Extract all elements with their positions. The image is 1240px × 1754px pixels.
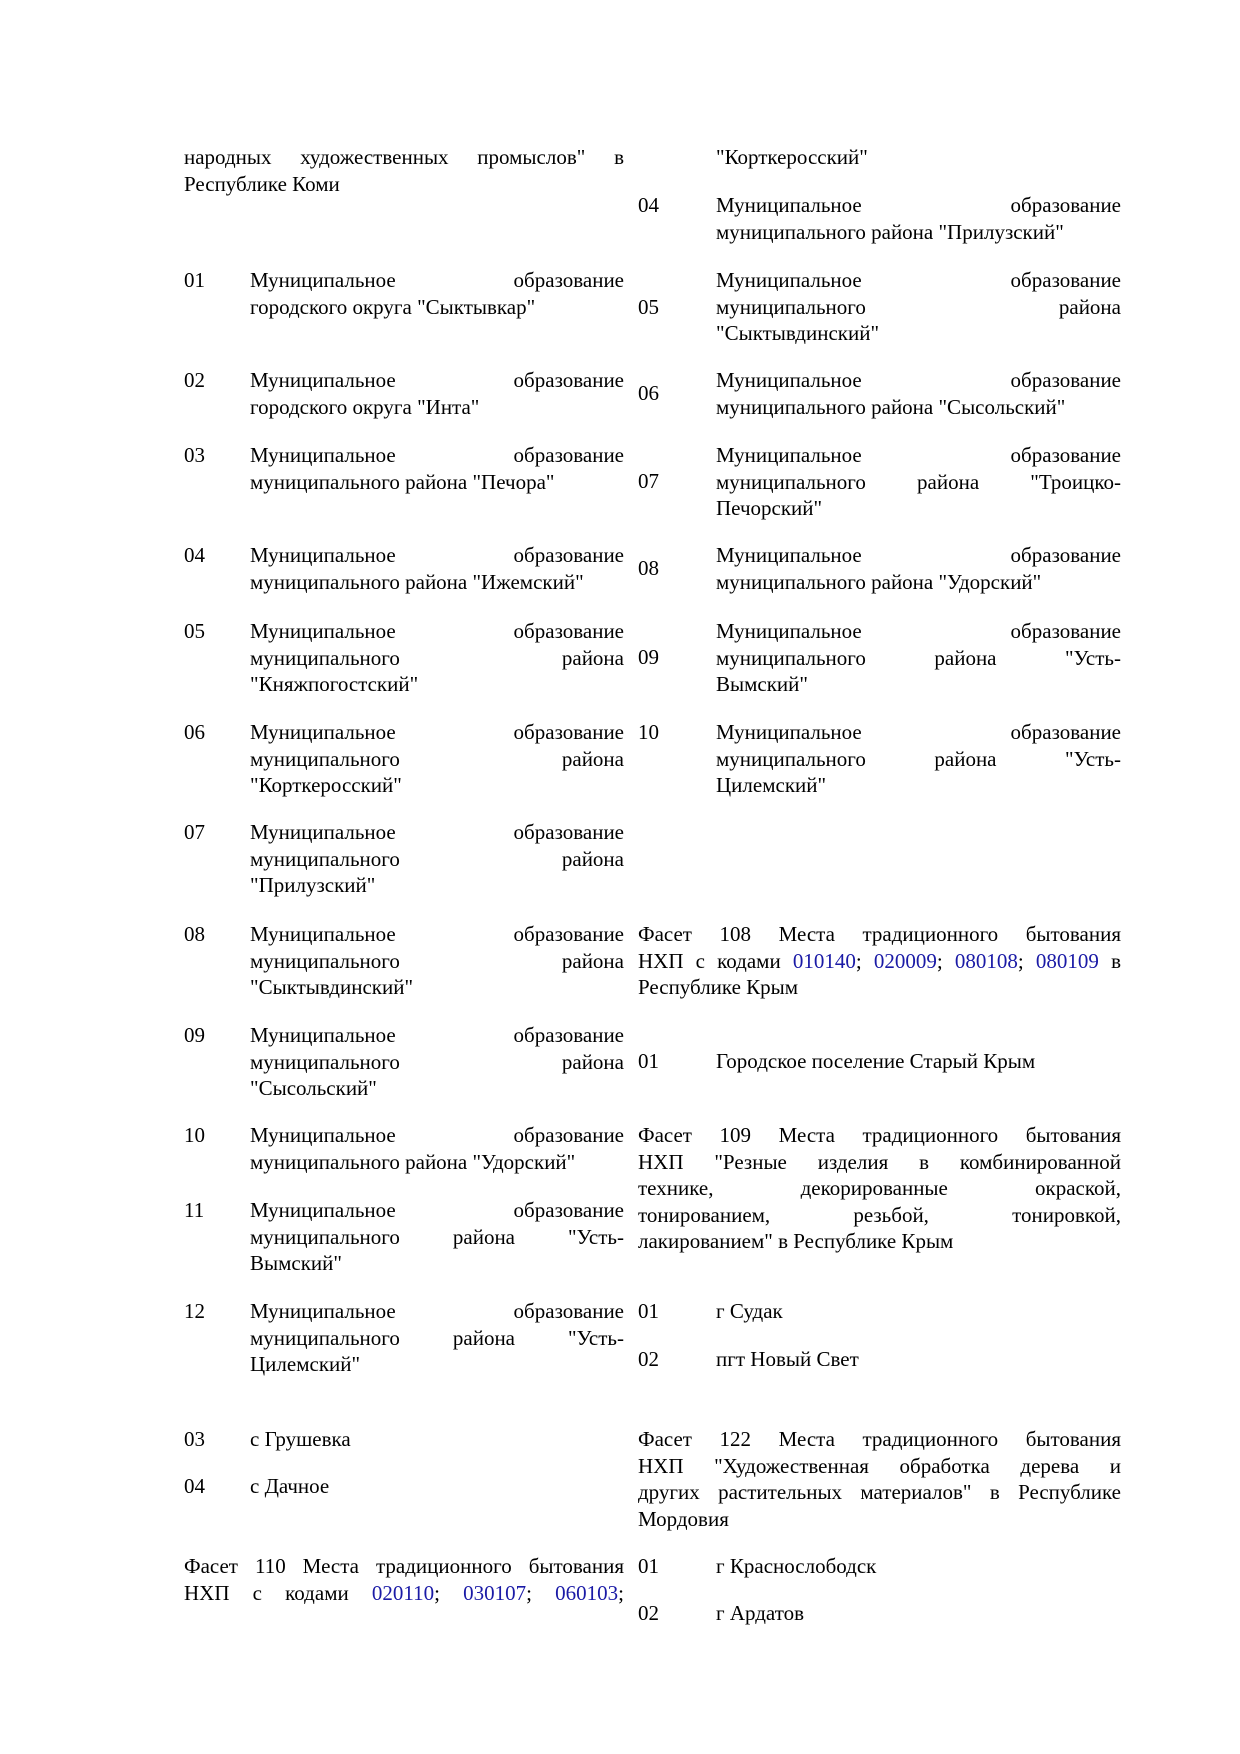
- item-line: Муниципальное образование: [250, 268, 624, 292]
- item-line: Муниципальное образование: [716, 193, 1121, 217]
- item-line: Печорский": [716, 496, 823, 520]
- item-line: Муниципальное образование: [716, 368, 1121, 392]
- item-line: муниципального района: [716, 294, 1121, 319]
- item-code: 09: [184, 1023, 205, 1047]
- item-line: муниципального района "Усть-: [716, 746, 1121, 771]
- heading-line: Фасет 108 Места традиционного бытования: [638, 922, 1121, 946]
- item-line: муниципального района "Ижемский": [250, 569, 584, 594]
- heading-line: Фасет 122 Места традиционного бытования: [638, 1427, 1121, 1451]
- item-text: [250, 442, 624, 495]
- code-link[interactable]: 080109: [1035, 948, 1099, 973]
- heading-line: Республике Крым: [638, 975, 799, 999]
- item-line: "Сыктывдинский": [716, 321, 880, 345]
- item-text: [250, 719, 624, 799]
- heading-line: НХП "Художественная обработка дерева и: [638, 1453, 1121, 1478]
- heading-line: технике, декорированные окраской,: [638, 1176, 1121, 1200]
- item-line: муниципального района "Удорский": [716, 569, 1042, 594]
- item-code: 04: [184, 1474, 205, 1498]
- item-text: [250, 1298, 624, 1378]
- item-code: 06: [184, 720, 205, 744]
- item-line: Муниципальное образование: [250, 543, 624, 567]
- item-line: муниципального района: [250, 746, 624, 771]
- item-code: 01: [638, 1299, 659, 1323]
- item-line: Муниципальное образование: [716, 443, 1121, 467]
- item-code: 06: [638, 381, 659, 405]
- item-code: 07: [638, 469, 659, 493]
- item-line: Вымский": [250, 1251, 342, 1275]
- item-line: муниципального района "Усть-: [716, 645, 1121, 670]
- item-code: 03: [184, 443, 205, 467]
- item-line: муниципального района "Печора": [250, 469, 555, 494]
- item-line: муниципального района "Сысольский": [716, 394, 1066, 419]
- item-text: [250, 1197, 624, 1277]
- item-text: [250, 267, 624, 320]
- heading-line: НХП "Резные изделия в комбинированной: [638, 1149, 1121, 1174]
- item-text: [250, 921, 624, 1001]
- item-text: г Ардатов: [716, 1601, 805, 1625]
- heading-line: народных художественных промыслов" в: [184, 145, 624, 169]
- item-code: 02: [184, 368, 205, 392]
- item-line: муниципального района "Прилузский": [716, 219, 1064, 244]
- heading-line: Мордовия: [638, 1506, 729, 1531]
- item-code: 04: [184, 543, 205, 567]
- item-line: "Сысольский": [250, 1076, 377, 1100]
- code-link[interactable]: 020009: [873, 948, 937, 973]
- item-line: Муниципальное образование: [250, 1198, 624, 1222]
- item-line: муниципального района: [250, 645, 624, 670]
- item-line: "Корткеросский": [250, 773, 402, 797]
- item-code: 01: [184, 268, 205, 292]
- item-line: муниципального района: [250, 846, 624, 871]
- item-text: [716, 192, 1121, 245]
- heading-line: НХП с кодами 010140; 020009; 080108; 080109 в: [638, 948, 1121, 973]
- heading-line: Республике Коми: [184, 171, 340, 196]
- item-line: Муниципальное образование: [716, 543, 1121, 567]
- item-text: [250, 367, 624, 420]
- item-code: 02: [638, 1601, 659, 1625]
- item-code: 10: [638, 720, 659, 744]
- item-text: [716, 267, 1121, 347]
- item-line: Муниципальное образование: [250, 443, 624, 467]
- codes-suffix: в: [1111, 948, 1121, 973]
- facet-109-heading: [638, 1122, 1121, 1255]
- heading-line: Фасет 109 Места традиционного бытования: [638, 1123, 1121, 1147]
- item-text: [250, 1022, 624, 1102]
- heading-line: лакированием" в Республике Крым: [638, 1229, 954, 1253]
- item-text: [716, 618, 1121, 698]
- item-text: г Судак: [716, 1299, 783, 1323]
- codes-prefix: НХП с кодами: [638, 948, 781, 973]
- item-line: Муниципальное образование: [250, 1123, 624, 1147]
- item-line: городского округа "Инта": [250, 394, 480, 419]
- item-text: [250, 542, 624, 595]
- item-text: [716, 542, 1121, 595]
- item-code: 12: [184, 1299, 205, 1323]
- code-link[interactable]: 080108: [954, 948, 1018, 973]
- item-text: [716, 442, 1121, 522]
- code-link[interactable]: 010140: [792, 948, 856, 973]
- item-line: "Сыктывдинский": [250, 975, 414, 999]
- item-line: Муниципальное образование: [716, 619, 1121, 643]
- item-code: 08: [184, 922, 205, 946]
- item-code: 04: [638, 193, 659, 217]
- item-text: Городское поселение Старый Крым: [716, 1049, 1036, 1073]
- facet-122-heading: [638, 1426, 1121, 1532]
- code-link[interactable]: 030107: [463, 1580, 527, 1605]
- item-line: "Прилузский": [250, 873, 376, 897]
- item-text: [250, 819, 624, 899]
- item-code: 05: [638, 295, 659, 319]
- item-code: 08: [638, 556, 659, 580]
- item-code: 01: [638, 1049, 659, 1073]
- item-line: Муниципальное образование: [250, 820, 624, 844]
- item-line: муниципального района: [250, 1049, 624, 1074]
- item-code: 01: [638, 1554, 659, 1578]
- item-text: с Дачное: [250, 1474, 330, 1498]
- item-code: 03: [184, 1427, 205, 1451]
- item-line: Муниципальное образование: [250, 922, 624, 946]
- item-text: [250, 1122, 624, 1175]
- item-text: [250, 618, 624, 698]
- item-line: Цилемский": [716, 773, 827, 797]
- item-line: муниципального района "Усть-: [250, 1325, 624, 1350]
- heading-line: тонированием, резьбой, тонировкой,: [638, 1202, 1121, 1227]
- item-code: 02: [638, 1347, 659, 1371]
- item-code: 07: [184, 820, 205, 844]
- item-line: муниципального района "Усть-: [250, 1224, 624, 1249]
- item-code: 05: [184, 619, 205, 643]
- facet-108-heading: [638, 921, 1121, 1001]
- item-line: "Княжпогостский": [250, 672, 419, 696]
- heading-line: Фасет 110 Места традиционного бытования: [184, 1554, 624, 1578]
- item-code: 11: [184, 1198, 205, 1222]
- item-line: муниципального района: [250, 948, 624, 973]
- item-text: пгт Новый Свет: [716, 1347, 859, 1371]
- komi-facet-heading-continuation: [184, 144, 624, 197]
- heading-line: НХП с кодами 020110; 030107; 060103;: [184, 1580, 625, 1605]
- codes-prefix: НХП с кодами: [184, 1580, 349, 1605]
- facet-110-heading: [184, 1553, 624, 1606]
- item-text-continuation: "Корткеросский": [716, 145, 868, 169]
- item-code: 10: [184, 1123, 205, 1147]
- item-line: Муниципальное образование: [250, 368, 624, 392]
- item-line: Муниципальное образование: [250, 1299, 624, 1323]
- item-line: муниципального района "Удорский": [250, 1149, 576, 1174]
- item-line: Вымский": [716, 672, 808, 696]
- code-link[interactable]: 060103: [555, 1580, 619, 1605]
- item-line: Муниципальное образование: [250, 619, 624, 643]
- item-text: [716, 367, 1121, 420]
- item-line: Муниципальное образование: [716, 720, 1121, 744]
- item-line: Муниципальное образование: [250, 720, 624, 744]
- item-code: 09: [638, 645, 659, 669]
- item-line: муниципального района "Троицко-: [716, 469, 1121, 494]
- item-text: г Краснослободск: [716, 1554, 877, 1578]
- code-link[interactable]: 020110: [371, 1580, 435, 1605]
- item-text: [716, 719, 1121, 799]
- item-line: Цилемский": [250, 1352, 361, 1376]
- item-line: Муниципальное образование: [250, 1023, 624, 1047]
- item-line: городского округа "Сыктывкар": [250, 294, 536, 319]
- heading-line: других растительных материалов" в Республике: [638, 1480, 1121, 1504]
- item-text: с Грушевка: [250, 1427, 351, 1451]
- item-line: Муниципальное образование: [716, 268, 1121, 292]
